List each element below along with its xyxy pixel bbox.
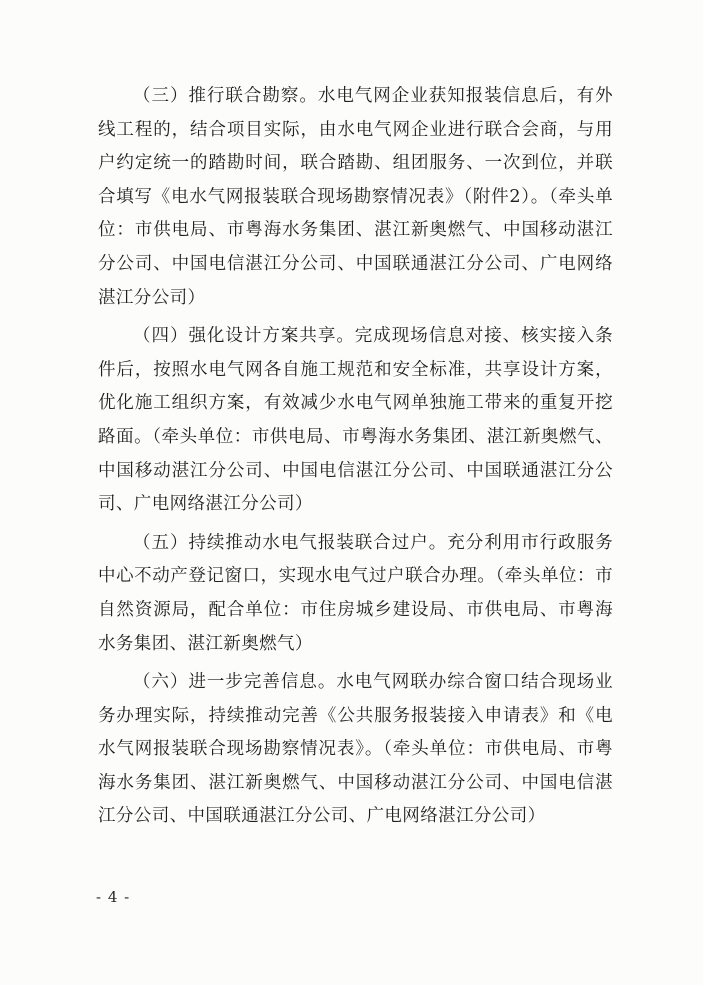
document-body: [98, 80, 613, 834]
page-number: - 4 -: [96, 888, 131, 906]
paragraph-joint-survey: （三）推行联合勘察。水电气网企业获知报装信息后，有外线工程的，结合项目实际，由水电气网企业进行联合会商，与用户约定统一的踏勘时间，联合踏勘、组团服务、一次到位，并联合填写《电水气网报装联合现场勘察情况表》（附件2）。（牵头单位：市供电局、市粤海水务集团、湛江新奥燃气、中国移动湛江分公司、中国电信湛江分公司、中国联通湛江分公司、广电网络湛江分公司）: [98, 86, 613, 308]
paragraph-design-sharing: （四）强化设计方案共享。完成现场信息对接、核实接入条件后，按照水电气网各自施工规范和安全标准，共享设计方案，优化施工组织方案，有效减少水电气网单独施工带来的重复开挖路面。（牵头单位：市供电局、市粤海水务集团、湛江新奥燃气、中国移动湛江分公司、中国电信湛江分公司、中国联通湛江分公司、广电网络湛江分公司）: [98, 326, 613, 515]
paragraph-joint-transfer: （五）持续推动水电气报装联合过户。充分利用市行政服务中心不动产登记窗口，实现水电气过户联合办理。（牵头单位：市自然资源局，配合单位：市住房城乡建设局、市供电局、市粤海水务集团、湛江新奥燃气）: [98, 532, 613, 654]
paragraph-improve-info: （六）进一步完善信息。水电气网联办综合窗口结合现场业务办理实际，持续推动完善《公共服务报装接入申请表》和《电水气网报装联合现场勘察情况表》。（牵头单位：市供电局、市粤海水务集团、湛江新奥燃气、中国移动湛江分公司、中国电信湛江分公司、中国联通湛江分公司、广电网络湛江分公司）: [98, 672, 613, 827]
